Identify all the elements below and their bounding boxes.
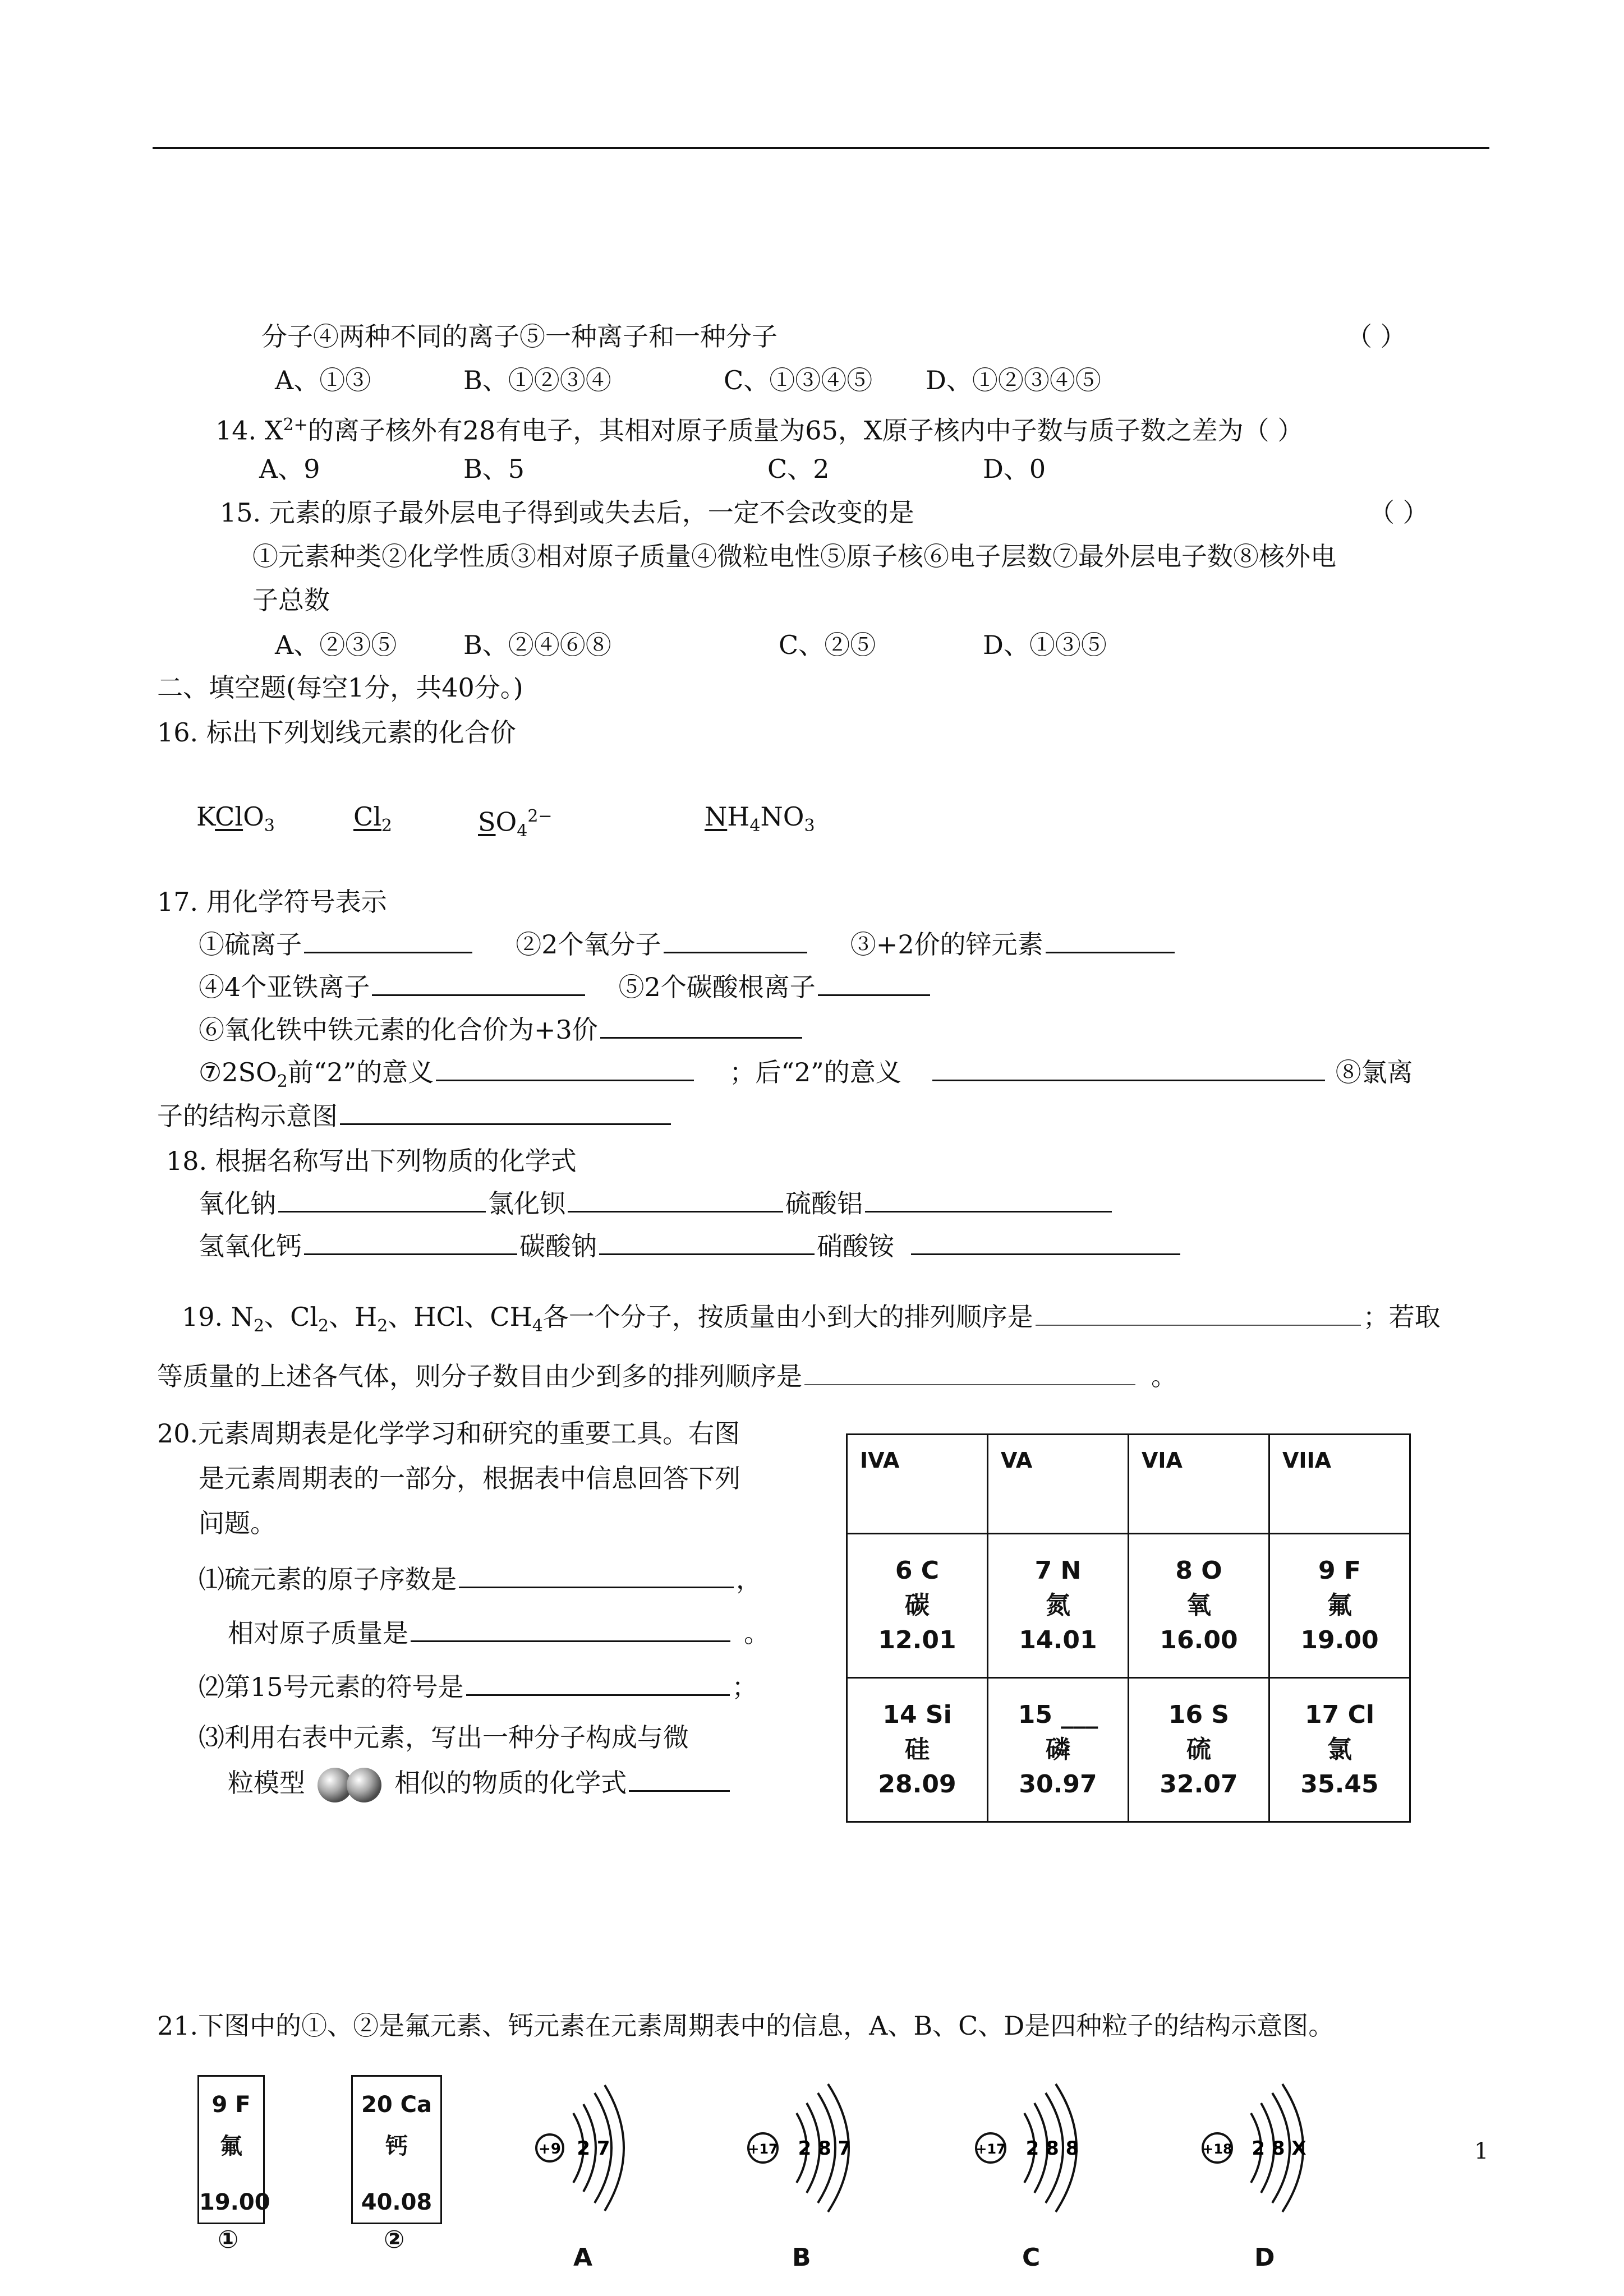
answer-blank[interactable] bbox=[911, 1231, 1180, 1255]
q18-row1: 氧化钠 氯化钡 硫酸铝 bbox=[199, 1187, 1114, 1220]
answer-blank[interactable] bbox=[1036, 1302, 1361, 1326]
element-cell-carbon: 6 C 碳 12.01 bbox=[847, 1534, 988, 1678]
answer-blank[interactable] bbox=[1046, 929, 1175, 953]
q20-part1: ⑴硫元素的原子序数是 ， bbox=[199, 1564, 762, 1594]
element-cell-chlorine: 17 Cl 氯 35.45 bbox=[1269, 1678, 1410, 1822]
answer-blank[interactable] bbox=[818, 972, 930, 996]
element-card-calcium: 20 Ca 钙 40.08 bbox=[351, 2075, 442, 2224]
q16-formula-nh4no3: $NH_4NO_3$ bbox=[705, 801, 815, 836]
answer-blank[interactable] bbox=[600, 1015, 802, 1039]
answer-blank[interactable] bbox=[629, 1768, 730, 1792]
group-header: IVA bbox=[847, 1435, 988, 1534]
answer-blank[interactable] bbox=[340, 1101, 671, 1125]
q19-line1: 19. $N_2$、$Cl_2$、$H_2$、HCl、$CH_4$各一个分子，按质量由小到大的排列顺序是 ；若取 bbox=[182, 1302, 1441, 1336]
page-number: 1 bbox=[1474, 2138, 1489, 2164]
q14-option-d: D、0 bbox=[983, 454, 1046, 484]
section-heading: 二、填空题(每空1分，共40分。) bbox=[157, 672, 523, 703]
q20-part3: ⑵第15号元素的符号是 ； bbox=[199, 1672, 758, 1702]
answer-blank[interactable] bbox=[436, 1057, 694, 1081]
shell-electrons: 2 8 8 bbox=[1025, 2137, 1079, 2160]
q20-part2: 相对原子质量是 。 bbox=[228, 1618, 770, 1648]
q18-row2: 氢氧化钙 碳酸钠 硝酸铵 bbox=[199, 1229, 1183, 1263]
nucleus-charge: +9 bbox=[539, 2141, 561, 2157]
element-cell-fluorine: 9 F 氟 19.00 bbox=[1269, 1534, 1410, 1678]
shell-electrons: 2 8 7 bbox=[798, 2137, 852, 2160]
answer-blank[interactable] bbox=[304, 929, 472, 953]
q13-option-c: C、①③④⑤ bbox=[724, 365, 873, 395]
q13-paren: （ ） bbox=[1346, 321, 1406, 352]
atom-structure-diagram-b bbox=[735, 2064, 903, 2232]
element-cell-sulfur: 16 S 硫 32.07 bbox=[1129, 1678, 1269, 1822]
answer-blank[interactable] bbox=[664, 929, 807, 953]
element-card-fluorine: 9 F 氟 19.00 bbox=[197, 2075, 265, 2224]
nucleus-charge: +17 bbox=[976, 2141, 1006, 2157]
q17-stem: 17. 用化学符号表示 bbox=[157, 887, 387, 917]
q20-part4: ⑶利用右表中元素，写出一种分子构成与微 bbox=[199, 1722, 689, 1753]
diagram-label: C bbox=[1022, 2243, 1041, 2272]
q15-paren: （ ） bbox=[1369, 497, 1429, 528]
q13-option-b: B、①②③④ bbox=[463, 365, 611, 395]
q16-stem: 16. 标出下列划线元素的化合价 bbox=[157, 717, 516, 748]
answer-blank[interactable] bbox=[278, 1188, 486, 1212]
answer-blank[interactable] bbox=[304, 1231, 517, 1255]
q20-line3: 问题。 bbox=[199, 1508, 276, 1538]
answer-blank[interactable] bbox=[372, 972, 585, 996]
card-label: ① bbox=[218, 2225, 239, 2254]
q17-row3: ⑥氧化铁中铁元素的化合价为+3价 bbox=[199, 1013, 804, 1046]
atom-structure-diagram-a bbox=[522, 2064, 668, 2232]
q14-option-b: B、5 bbox=[463, 454, 525, 484]
q15-option-d: D、①③⑤ bbox=[983, 630, 1107, 660]
q15-option-a: A、②③⑤ bbox=[275, 630, 397, 660]
q15-items-line1: ①元素种类②化学性质③相对原子质量④微粒电性⑤原子核⑥电子层数⑦最外层电子数⑧核外电 bbox=[252, 541, 1336, 571]
element-cell-silicon: 14 Si 硅 28.09 bbox=[847, 1678, 988, 1822]
nucleus-charge: +18 bbox=[1202, 2141, 1232, 2157]
q15-option-b: B、②④⑥⑧ bbox=[463, 630, 611, 660]
q14-option-a: A、9 bbox=[259, 454, 320, 484]
group-header: VA bbox=[988, 1435, 1129, 1534]
q13-option-d: D、①②③④⑤ bbox=[926, 365, 1101, 395]
shell-electrons: 2 7 bbox=[577, 2137, 610, 2160]
diatomic-molecule-model-icon bbox=[314, 1765, 387, 1805]
answer-blank[interactable] bbox=[459, 1564, 734, 1588]
shell-electrons: 2 8 X bbox=[1252, 2137, 1306, 2160]
q13-option-a: A、①③ bbox=[275, 365, 371, 395]
q20-line2: 是元素周期表的一部分，根据表中信息回答下列 bbox=[199, 1463, 740, 1493]
group-header: VIIA bbox=[1269, 1435, 1410, 1534]
element-cell-phosphorus: 15 ___ 磷 30.97 bbox=[988, 1678, 1129, 1822]
q19-line2: 等质量的上述各气体，则分子数目由少到多的排列顺序是 。 bbox=[157, 1361, 1177, 1391]
q14-stem: 14. $X^{2+}$的离子核外有28有电子，其相对原子质量为65，X原子核内中子数与质子数之差为（ ） bbox=[215, 415, 1304, 446]
q16-formula-kclo3: KClO$_3$ bbox=[196, 801, 275, 836]
element-cell-oxygen: 8 O 氧 16.00 bbox=[1129, 1534, 1269, 1678]
q17-row1: ①硫离子 ②2个氧分子 ③+2价的锌元素 bbox=[199, 928, 1177, 961]
answer-blank[interactable] bbox=[865, 1188, 1112, 1212]
q21-stem: 21.下图中的①、②是氟元素、钙元素在元素周期表中的信息，A、B、C、D是四种粒子的结构示意图。 bbox=[157, 2011, 1335, 2041]
q17-row5: 子的结构示意图 bbox=[157, 1099, 673, 1133]
q20-part5: 粒模型 相似的物质的化学式 bbox=[228, 1765, 732, 1805]
q16-formula-so4: $SO_4^{2-}$ bbox=[478, 806, 553, 841]
answer-blank[interactable] bbox=[932, 1057, 1325, 1081]
answer-blank[interactable] bbox=[411, 1618, 730, 1642]
q15-option-c: C、②⑤ bbox=[779, 630, 876, 660]
diagram-label: A bbox=[573, 2243, 593, 2272]
diagram-label: D bbox=[1254, 2243, 1275, 2272]
q15-items-line2: 子总数 bbox=[252, 585, 330, 615]
nucleus-charge: +17 bbox=[748, 2141, 778, 2157]
answer-blank[interactable] bbox=[599, 1231, 815, 1255]
q17-row2: ④4个亚铁离子 ⑤2个碳酸根离子 bbox=[199, 970, 932, 1004]
answer-blank[interactable] bbox=[804, 1362, 1135, 1385]
q15-stem: 15. 元素的原子最外层电子得到或失去后，一定不会改变的是 bbox=[220, 497, 914, 528]
periodic-table-excerpt bbox=[846, 1433, 1411, 1823]
q14-option-c: C、2 bbox=[767, 454, 830, 484]
diagram-label: B bbox=[792, 2243, 811, 2272]
q20-line1: 20.元素周期表是化学学习和研究的重要工具。右图 bbox=[157, 1418, 740, 1449]
atom-structure-diagram-d bbox=[1189, 2064, 1358, 2232]
q16-formula-cl2: $Cl_2$ bbox=[353, 801, 393, 836]
atom-structure-diagram-c bbox=[963, 2064, 1131, 2232]
answer-blank[interactable] bbox=[466, 1672, 730, 1696]
element-cell-nitrogen: 7 N 氮 14.01 bbox=[988, 1534, 1129, 1678]
group-header: VIA bbox=[1129, 1435, 1269, 1534]
header-rule bbox=[153, 147, 1489, 149]
q13-line: 分子④两种不同的离子⑤一种离子和一种分子 bbox=[261, 321, 778, 352]
q17-row4: $⑦2SO_2$前“2”的意义 ；后“2”的意义 ⑧氯离 bbox=[199, 1057, 1413, 1092]
q18-stem: 18. 根据名称写出下列物质的化学式 bbox=[166, 1146, 577, 1176]
answer-blank[interactable] bbox=[568, 1188, 783, 1212]
card-label: ② bbox=[384, 2225, 405, 2254]
